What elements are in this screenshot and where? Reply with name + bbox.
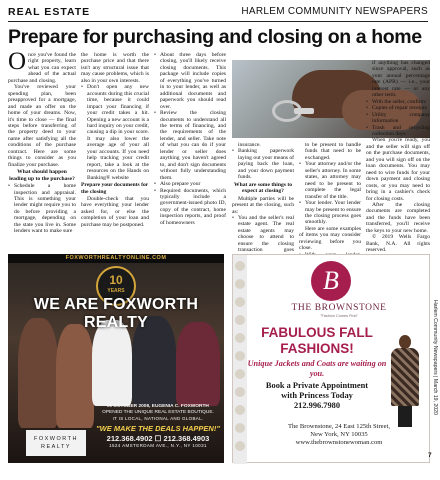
badge-text: YEARS <box>107 288 125 294</box>
agent-photo <box>18 318 58 428</box>
article-column-6 <box>366 60 430 252</box>
drop-cap: O <box>8 48 27 75</box>
ad-info-block <box>94 404 222 449</box>
decorative-pattern-stripe <box>233 255 247 464</box>
article-paragraph: insurance. <box>238 142 261 148</box>
ad-info-line: IN OCTOBER 2008, EUGENIA C. FOXWORTH <box>107 404 209 409</box>
ad-address: 1524 AMSTERDAM AVE., N.Y., NY 10031 <box>109 443 207 448</box>
list-item: • About three days before closing, you'll likely receive closing documents. This package will include copies of everything you've turned in to your lender, as well as additional documents and paperwork you should read over. <box>154 52 226 110</box>
list-item: • With the seller, confirm: <box>366 99 430 105</box>
list-item: • Don't open any new accounts during this crucial time, because it could impact your financing if your credit takes a hit. Opening a new account is a hard inquiry on your credit, causing a dip in your score. It may also lower the average age of your all your accounts. If you need help tracking your credit report, take a look at the resources on the Hands on Banking® website <box>81 84 149 181</box>
ad-slogan: "WE MAKE THE DEALS HAPPEN!" <box>96 424 220 433</box>
agent-photo <box>56 324 94 428</box>
article-paragraph: Double-check that you have everything your lender asked for, or else the completion of your loan and purchase may be postponed. <box>81 195 149 228</box>
article-subhead: What should happen leading up to the purchase? <box>9 169 75 182</box>
ad-info-line: OPENED THE UNIQUE REAL ESTATE BOUTIQUE. <box>102 410 214 415</box>
ad-phone-number[interactable]: 212.996.7980 <box>293 401 341 410</box>
list-item: • Banking paperwork laying out your means of paying back the loan, and your down payment funds. <box>232 148 294 180</box>
article-paragraph: Here are some examples of items you may consider reviewing before you close. <box>299 225 361 252</box>
article-subhead: What are some things to expect at closing? <box>233 181 292 195</box>
foxworth-logo: FOXWORTH REALTY <box>26 430 86 456</box>
article-column-5 <box>299 142 361 252</box>
key-icon <box>294 108 314 114</box>
article-paragraph: if anything has changed since approval, such as your annual percentage rate (APR) — i.e., your interest rate — or any other term. <box>372 60 430 99</box>
ad-phone-numbers[interactable]: 212.368.4902 ☐ 212.368.4903 <box>106 434 210 443</box>
publication-name: HARLEM COMMUNITY NEWSPAPERS <box>241 6 428 17</box>
ad-headline: FABULOUS FALL FASHIONS! <box>261 325 373 356</box>
article-paragraph: Once you've found the right property, learn what you can expect ahead of the actual purchase and closing. <box>8 48 76 84</box>
list-item: • Also prepare your <box>154 181 226 187</box>
brand-tagline: "Fashion Comes First" <box>320 314 358 318</box>
section-label: REAL ESTATE <box>8 6 91 18</box>
article-paragraph: to be present to handle funds that need to be exchanged. <box>305 142 361 161</box>
list-item: • Schedule a home inspection and appraisal. This is something your lender might require you to do before providing a mortgage, depending on the state you live in. Some lenders want to make sure <box>8 183 76 235</box>
page-header <box>8 6 428 22</box>
article-column-3 <box>154 52 226 250</box>
badge-years: 10 <box>109 273 123 287</box>
article-paragraph: the home is worth the purchase price and that there isn't any structural issue that may cause problems, which is also in your own interests. <box>81 52 149 84</box>
page-number: 7 <box>428 452 432 459</box>
list-item: • Utility company information <box>366 112 430 125</box>
list-item: • Review the closing documents to understand all the terms of financing, and the requirements of the lender, and seller. Take note of what you can do if your lender or seller does anything you haven't agreed to, and don't sign documents without fully understanding them. <box>154 110 226 181</box>
article-column-2 <box>81 52 149 250</box>
ad-info-line: IT IS LOCAL, NATIONAL AND GLOBAL. <box>112 416 204 421</box>
appointment-callout: Book a Private Appointment with Princess Today 212.996.7980 <box>247 381 387 411</box>
agent-photo <box>176 322 220 406</box>
article-column-1 <box>8 48 76 250</box>
model-in-coat-photo <box>387 335 423 427</box>
store-address: The Brownstone, 24 East 125th Street, New York, NY 10035 www.thebrownstonewoman.com <box>247 423 431 447</box>
list-item: • Your attorney and/or the seller's attorney. In some states, an attorney may need to be present to complete the legal transfer of the title. <box>299 161 361 200</box>
list-item: • Trash and recycling collection days <box>366 125 430 138</box>
list-item: • Your lender. Your lender may be present to ensure the closing process goes smoothly. <box>299 200 361 226</box>
ad-subheadline: Unique Jackets and Coats are waiting on you. <box>247 359 387 378</box>
article-paragraph: Multiple parties will be present at the closing, such as: <box>232 195 294 215</box>
ad-website-bar[interactable]: FOXWORTHREALTYONLINE.COM <box>8 254 224 263</box>
list-item: • Required documents, which typically include a government-issued photo ID, copy of the contract, home inspection reports, and proof of homeowners <box>154 188 226 227</box>
copyright-line: © 2019 Wells Fargo Bank, N.A. All rights reserved. <box>366 234 430 254</box>
article-headline: Prepare for purchasing and closing on a home <box>8 26 422 48</box>
list-item: • Copies of repair receipts <box>366 105 430 111</box>
article-paragraph: When you're ready, you and the seller will sign off on the purchase documents, and you will sign off on the loan documents. You may need to wire funds for your down payment and closing costs, or you may need to bring in a cashier's check for closing costs. <box>366 137 430 202</box>
article-subhead: Prepare your documents for the closing <box>81 182 149 195</box>
ad-banner-title: WE ARE FOXWORTH REALTY <box>33 296 199 331</box>
article-paragraph: After the closing documents are completed and the funds have been transferred, you'll receive the keys to your new home. <box>366 201 430 234</box>
foxworth-realty-ad[interactable] <box>8 254 224 463</box>
ad-website-link[interactable]: www.thebrownstonewoman.com <box>295 439 383 446</box>
page-sidebar-dateline: Harlem Community Newspapers | March 19, 2020 <box>432 300 438 415</box>
agent-photo <box>92 320 132 406</box>
brownstone-ad[interactable] <box>232 254 430 463</box>
brownstone-monogram-logo: B <box>311 261 351 301</box>
article-column-4 <box>232 142 294 252</box>
article-paragraph: You've reviewed your spending plan, been preapproved for a mortgage, and made an offer on the home of your dreams. Now, it's time to close — the final steps before transferring of the property deed to your name after satisfying all the conditions of the purchase contract. Here are some things to consider as you finalize your purchase. <box>8 84 76 168</box>
brand-name: THE BROWNSTONE <box>291 303 387 313</box>
list-item: • You and the seller's real estate agent. The real estate agents may choose to attend to ensure the closing transaction goes <box>232 215 294 260</box>
